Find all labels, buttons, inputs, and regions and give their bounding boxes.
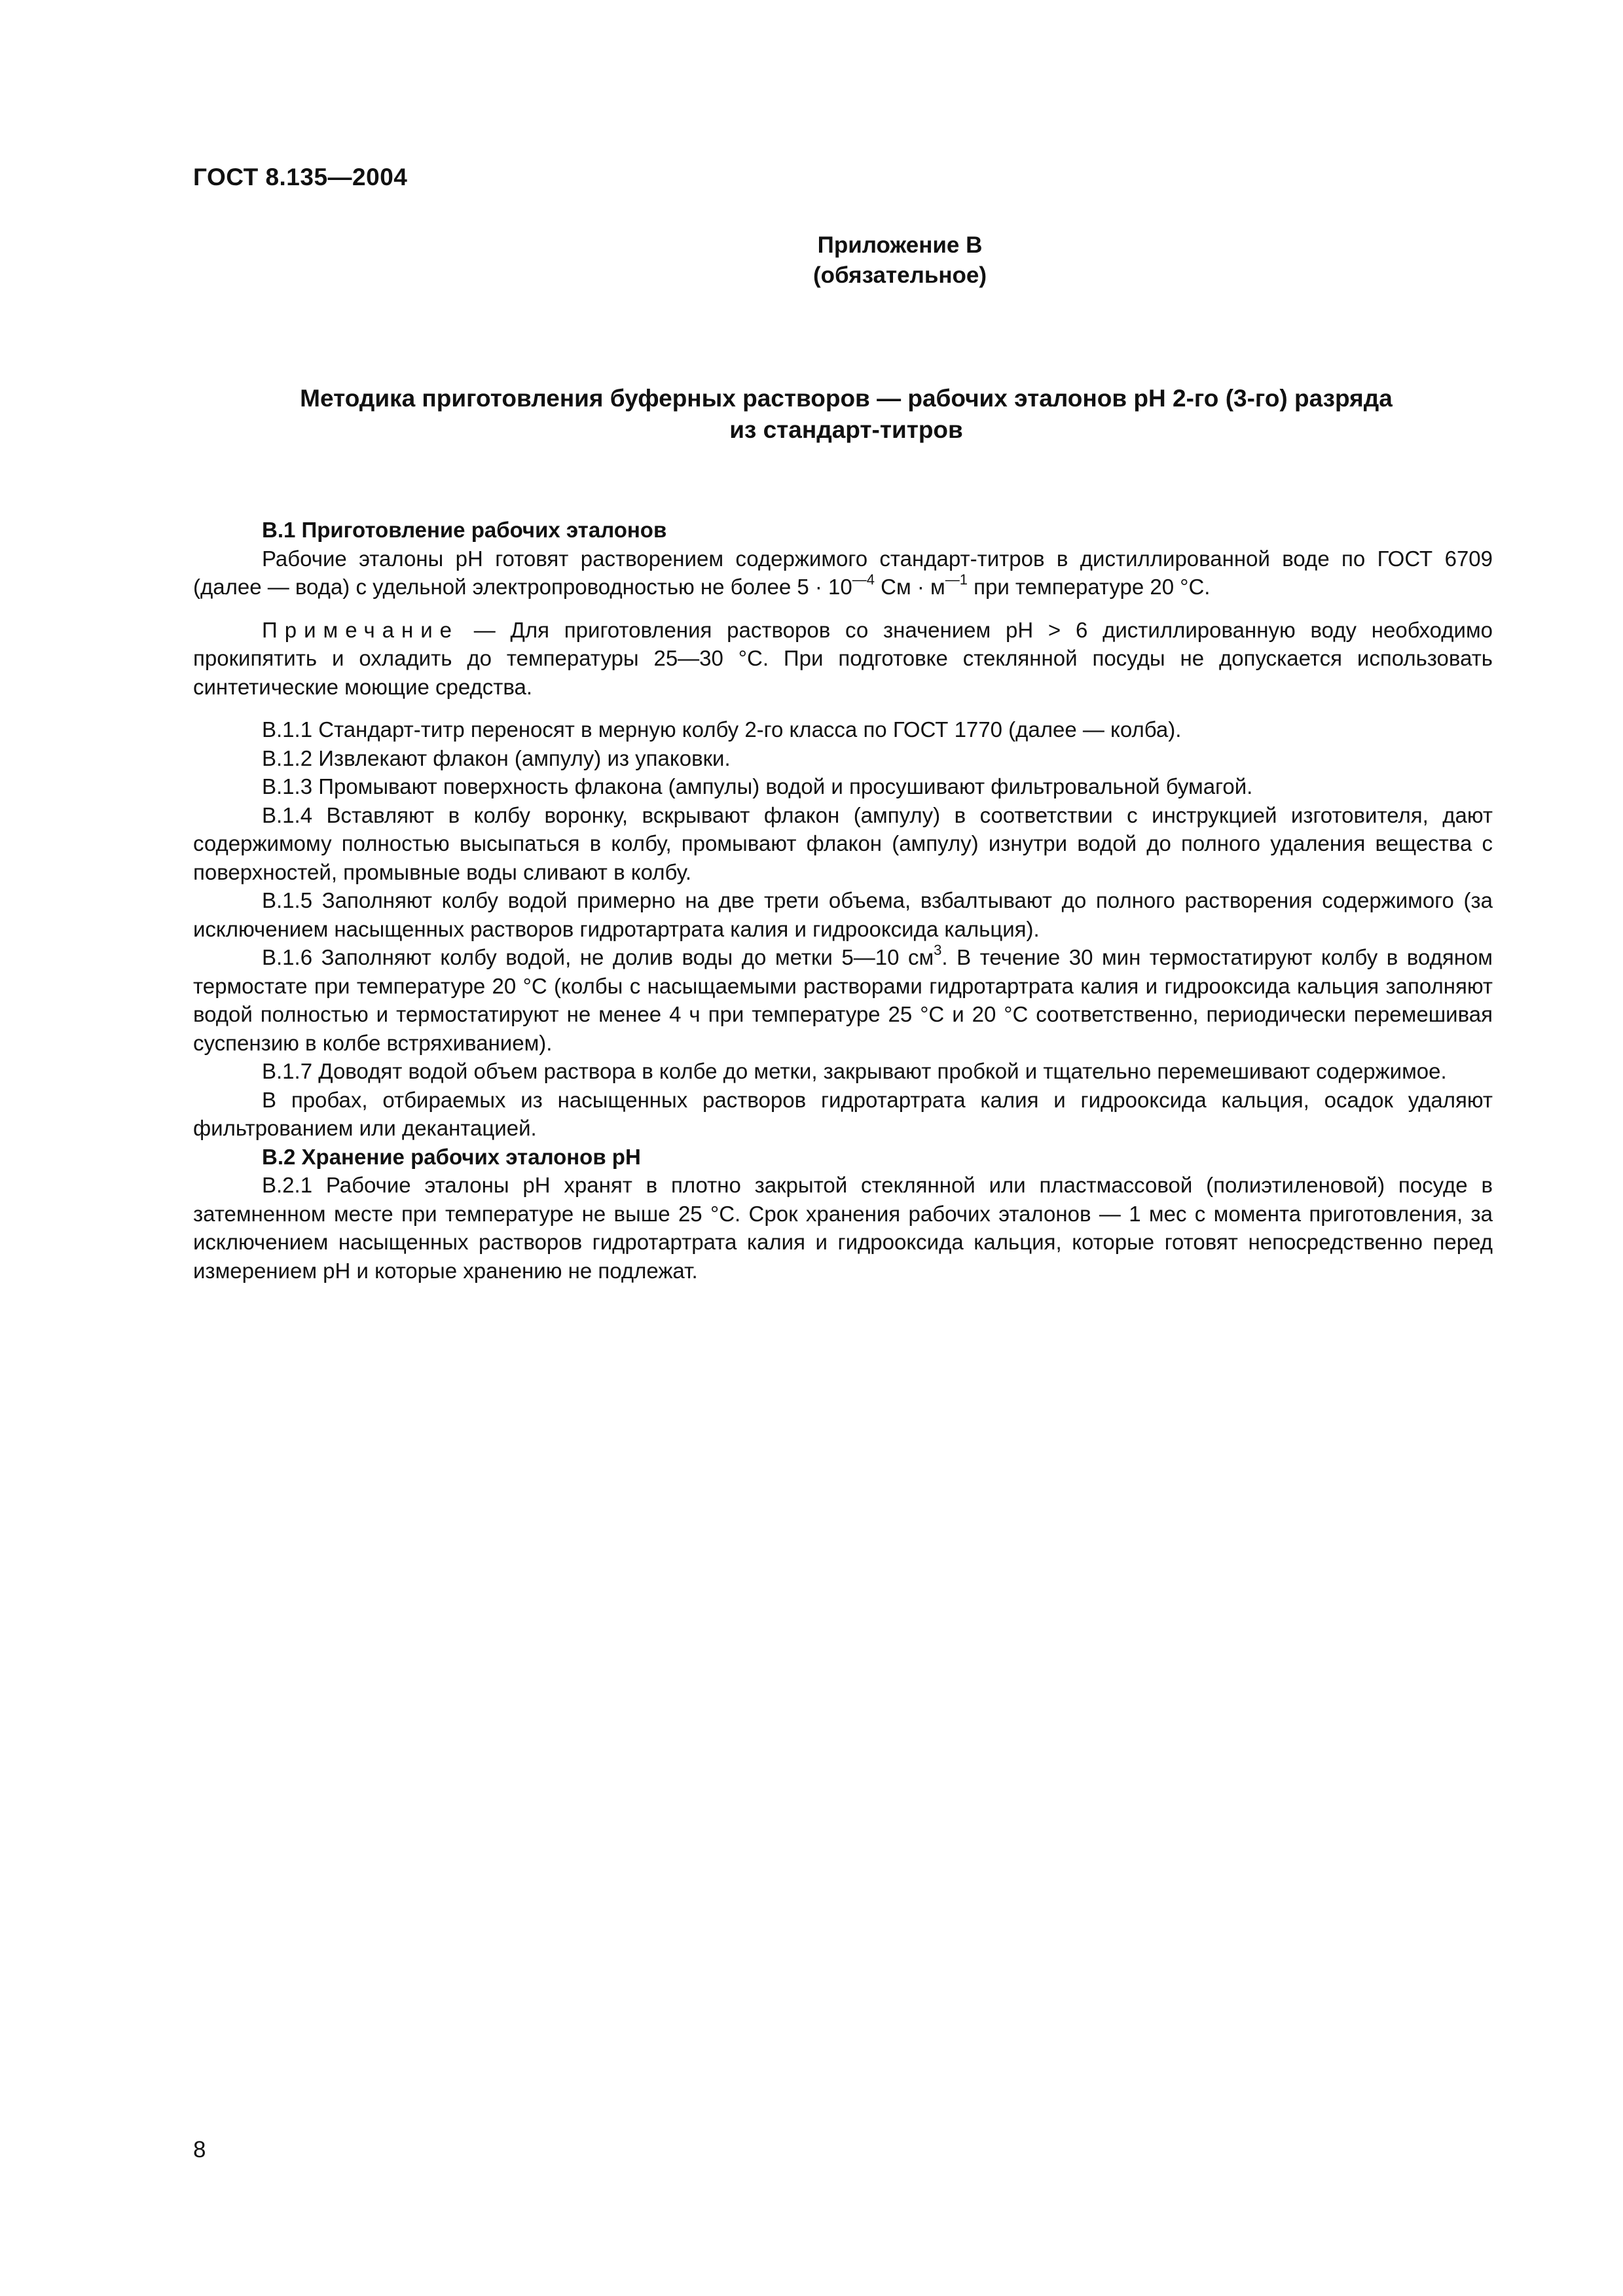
clause-b1-6-part-1: В.1.6 Заполняют колбу водой, не долив воды до метки 5—10 см — [262, 945, 934, 969]
clause-b2-1: В.2.1 Рабочие эталоны рН хранят в плотно закрытой стеклянной или пластмассовой (полиэтиленовой) посуде в затемненном месте при температуре не выше 25 °С. Срок хранения рабочих эталонов — 1 мес с момента приготовления, за исключением насыщенных растворов гидротартрата калия и гидрооксида кальция, которые готовят непосредственно перед измерением рН и которые хранению не подлежат. — [193, 1173, 1493, 1283]
intro-exponent-1: —4 — [852, 571, 875, 588]
clause-b1-6 — [193, 943, 1493, 1057]
note-paragraph — [193, 616, 1493, 702]
document-body — [193, 516, 1493, 1285]
clause-b1-6-part-2: . В течение 30 мин термостатируют колбу в водяном термостате при температуре 20 °С (колбы с насыщаемыми растворами гидротартрата калия и гидрооксида кальция заполняют водой полностью и термостатируют не менее 4 ч при температуре 25 °С и 20 °С соответственно, периодически перемешивая суспензию в колбе встряхиванием). — [193, 945, 1493, 1055]
clause-b1-8: В пробах, отбираемых из насыщенных растворов гидротартрата калия и гидрооксида кальция, осадок удаляют фильтрованием или декантацией. — [193, 1087, 1493, 1140]
intro-text-part-1: Рабочие эталоны рН готовят растворением содержимого стандарт-титров в дистиллированной воде по ГОСТ 6709 (далее — вода) с удельной электропроводностью не более 5 · 10 — [193, 546, 1493, 599]
clause-b1-7: В.1.7 Доводят водой объем раствора в колбе до метки, закрывают пробкой и тщательно перемешивают содержимое. — [262, 1059, 1447, 1083]
section-b1-intro — [193, 545, 1493, 601]
spacer — [193, 601, 1493, 616]
document-title-line-2: из стандарт-титров — [729, 416, 963, 443]
standard-code: ГОСТ 8.135—2004 — [193, 164, 408, 190]
section-heading-b1: В.1 Приготовление рабочих эталонов — [262, 518, 667, 542]
spacer — [193, 701, 1493, 715]
intro-exponent-2: —1 — [945, 571, 968, 588]
clause-b1-5: В.1.5 Заполняют колбу водой примерно на две трети объема, взбалтывают до полного растворения содержимого (за исключением насыщенных растворов гидротартрата калия и гидрооксида кальция). — [193, 888, 1493, 941]
clause-b1-6-exponent: 3 — [934, 942, 942, 958]
clause-b1-2: В.1.2 Извлекают флакон (ампулу) из упаковки. — [262, 745, 731, 770]
section-heading-b2: В.2 Хранение рабочих эталонов рН — [262, 1144, 641, 1169]
appendix-heading — [0, 230, 1623, 291]
note-label: Примечание — [262, 617, 460, 642]
appendix-status: (обязательное) — [812, 262, 987, 288]
document-title — [193, 383, 1499, 446]
intro-text-part-3: при температуре 20 °С. — [967, 575, 1211, 599]
clause-b1-4: В.1.4 Вставляют в колбу воронку, вскрывают флакон (ампулу) в соответствии с инструкцией изготовителя, дают содержимому полностью высыпаться в колбу, промывают флакон (ампулу) изнутри водой до полного удаления вещества с поверхностей, промывные воды сливают в колбу. — [193, 802, 1493, 884]
appendix-label: Приложение В — [817, 232, 983, 258]
page-number: 8 — [193, 2137, 206, 2162]
note-text: — Для приготовления растворов со значением рН > 6 дистиллированную воду необходимо прокипятить и охладить до температуры 25—30 °С. При подготовке стеклянной посуды не допускается использовать синтетические моющие средства. — [193, 617, 1493, 699]
clause-b1-3: В.1.3 Промывают поверхность флакона (ампулы) водой и просушивают фильтровальной бумагой. — [262, 774, 1253, 798]
clause-b1-1: В.1.1 Стандарт-титр переносят в мерную колбу 2-го класса по ГОСТ 1770 (далее — колба). — [262, 717, 1182, 742]
document-title-line-1: Методика приготовления буферных растворов — рабочих эталонов рН 2-го (3-го) разряда — [300, 385, 1393, 412]
intro-text-part-2: См · м — [874, 575, 945, 599]
